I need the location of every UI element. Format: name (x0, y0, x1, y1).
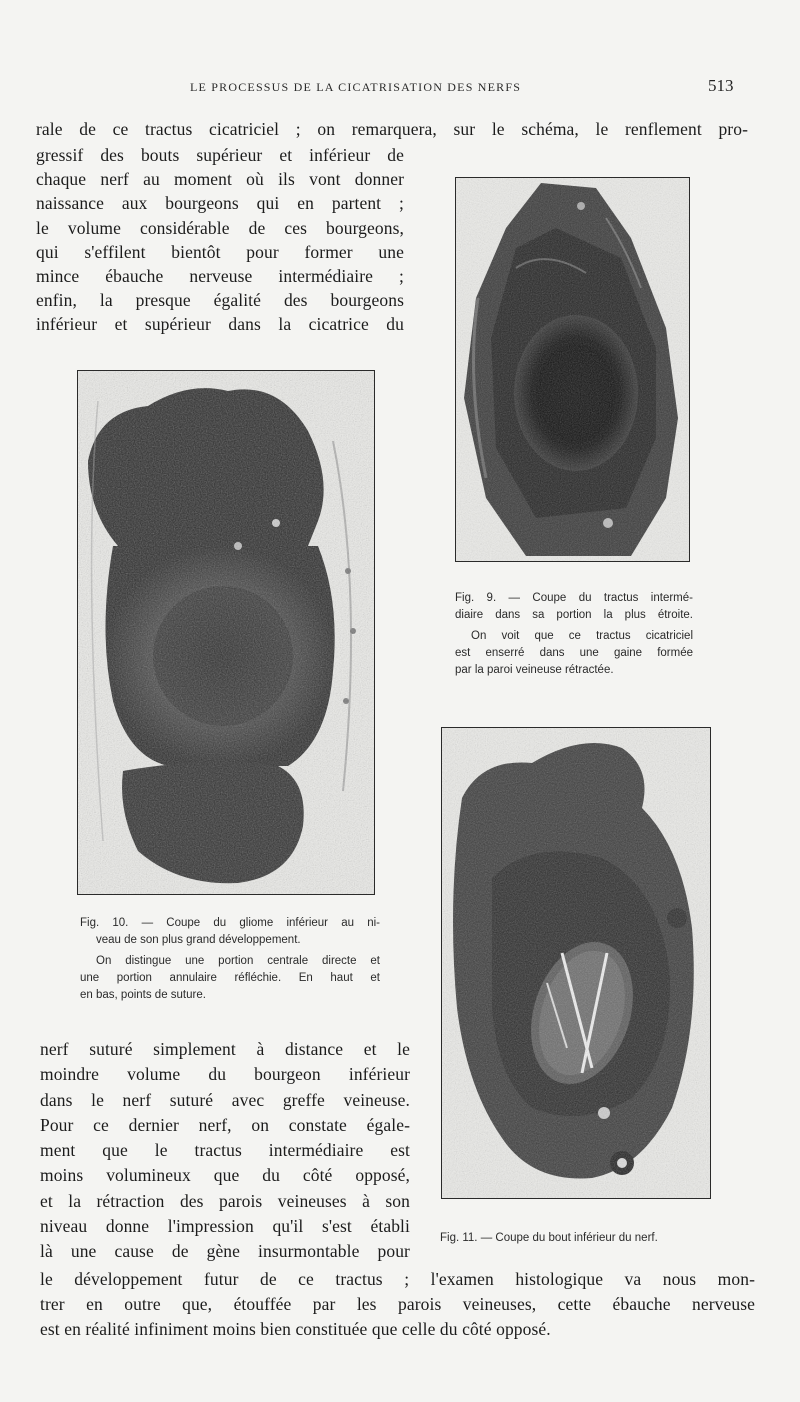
paragraph-2-narrow (40, 1038, 410, 1266)
text-line: dans le nerf suturé avec greffe veineuse. (40, 1089, 410, 1110)
caption-line: Fig. 9. — Coupe du tractus intermé- (455, 592, 693, 604)
page-number: 513 (708, 76, 734, 95)
paragraph-1-narrow (36, 144, 404, 338)
running-head: LE PROCESSUS DE LA CICATRISATION DES NERFS (190, 80, 522, 94)
caption-line: Fig. 10. — Coupe du gliome inférieur au ni- (80, 917, 380, 929)
figure-10-micrograph (77, 370, 375, 895)
text-line: moins volumineux que du côté opposé, (40, 1165, 410, 1186)
figure-9-caption (455, 590, 693, 679)
text-line: ment que le tractus intermédiaire est (40, 1140, 410, 1161)
text-line: gressif des bouts supérieur et inférieur de (36, 145, 404, 165)
text-line: le développement futur de ce tractus ; l'examen histologique va nous mon- (40, 1269, 755, 1289)
text-line: Pour ce dernier nerf, on constate égale- (40, 1114, 410, 1135)
text-line: là une cause de gène insurmontable pour (40, 1241, 410, 1262)
figure-label: Fig. 10. (80, 917, 129, 929)
figure-11-image (442, 728, 710, 1198)
text-line: qui s'effilent bientôt pour former une (36, 241, 404, 262)
caption-note-line: par la paroi veineuse rétractée. (455, 664, 614, 676)
figure-label: Fig. 9. (455, 592, 497, 604)
paragraph-2-full (40, 1268, 755, 1343)
text-line: chaque nerf au moment où ils vont donner (36, 169, 404, 190)
text-line: niveau donne l'impression qu'il s'est établi (40, 1216, 410, 1237)
caption-note-line: une portion annulaire réfléchie. En haut et (80, 972, 380, 984)
text-line: le volume considérable de ces bourgeons, (36, 217, 404, 238)
caption-note-line: On voit que ce tractus cicatriciel (471, 630, 693, 642)
figure-11-micrograph (441, 727, 711, 1199)
text-line: est en réalité infiniment moins bien constituée que celle du côté opposé. (40, 1319, 551, 1339)
figure-10-image (78, 371, 374, 894)
caption-note-line: est enserré dans une gaine formée (455, 647, 693, 659)
figure-10-caption (80, 915, 380, 1004)
figure-9-micrograph (455, 177, 690, 562)
text-line: et la rétraction des parois veineuses à son (40, 1190, 410, 1211)
caption-note-line: On distingue une portion centrale directe et (96, 955, 380, 967)
caption-line: diaire dans sa portion la plus étroite. (455, 609, 693, 621)
caption-note-line: en bas, points de suture. (80, 989, 206, 1001)
text-line: trer en outre que, étouffée par les parois veineuses, cette ébauche nerveuse (40, 1294, 755, 1314)
text-line: nerf suturé simplement à distance et le (40, 1039, 410, 1059)
text-line: enfin, la presque égalité des bourgeons (36, 290, 404, 311)
text-line: moindre volume du bourgeon inférieur (40, 1064, 410, 1085)
caption-line: — Coupe du bout inférieur du nerf. (480, 1232, 658, 1244)
figure-11-caption (440, 1230, 715, 1247)
caption-line: veau de son plus grand développement. (96, 934, 301, 946)
figure-label: Fig. 11. (440, 1232, 478, 1244)
text-line: inférieur et supérieur dans la cicatrice du (36, 314, 404, 335)
figure-9-image (456, 178, 689, 561)
text-line: naissance aux bourgeons qui en partent ; (36, 193, 404, 214)
paragraph-1-first-line: rale de ce tractus cicatriciel ; on remarquera, sur le schéma, le renflement pro- (36, 119, 748, 139)
text-line: mince ébauche nerveuse intermédiaire ; (36, 265, 404, 286)
